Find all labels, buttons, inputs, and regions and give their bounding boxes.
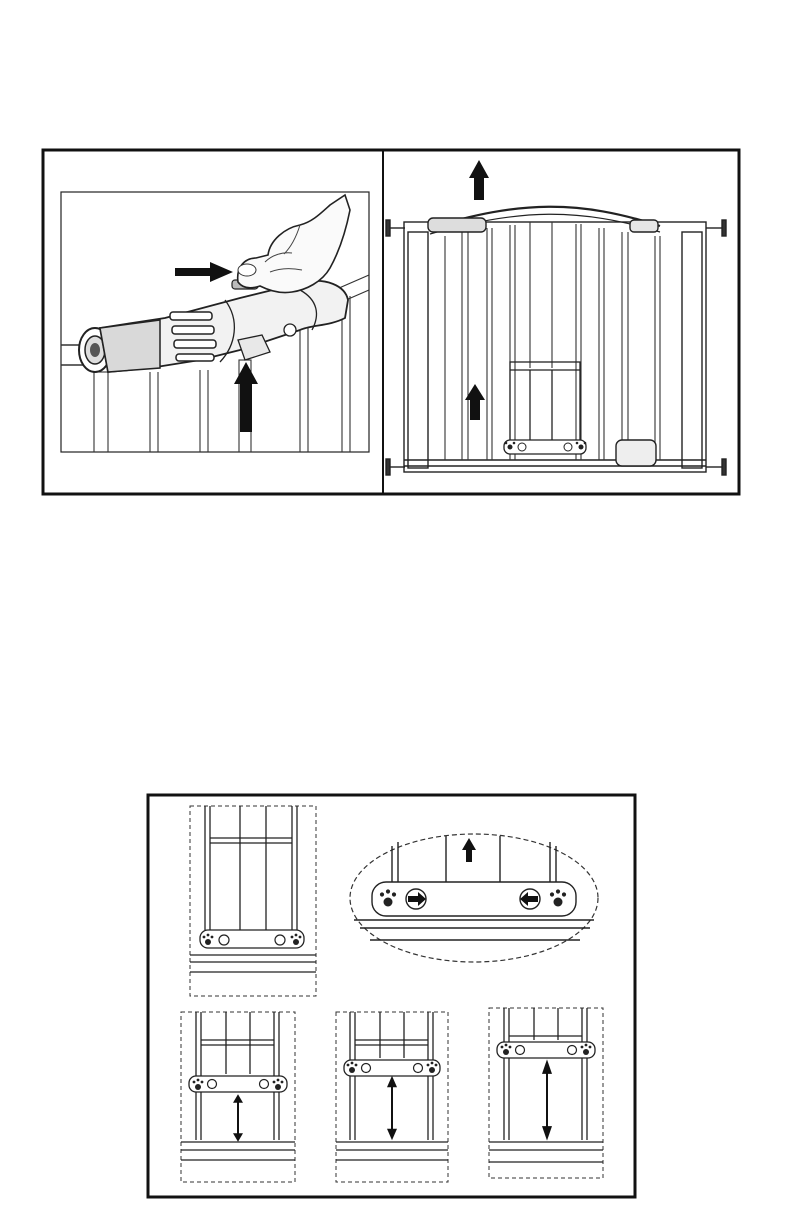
pet-door-position-3 (489, 1008, 603, 1178)
latch-housing-right (630, 220, 658, 232)
pet-door-inset-closed (190, 806, 316, 996)
double-arrow-icon (542, 1059, 552, 1140)
pet-door-detail (0, 780, 793, 1220)
release-panel (61, 192, 369, 452)
top-figure (0, 0, 793, 520)
pet-door (504, 362, 586, 454)
arrow-right-icon (175, 262, 233, 282)
gate-frame (404, 222, 706, 472)
double-arrow-icon (387, 1076, 397, 1140)
pet-door-position-2 (336, 1012, 448, 1182)
arrow-up-icon (234, 362, 258, 432)
hand-illustration (238, 195, 350, 293)
latch-housing-left (428, 218, 486, 232)
pet-door-magnified (350, 834, 598, 962)
arrow-up-icon (469, 160, 489, 200)
pet-door-position-1 (181, 1012, 295, 1182)
double-arrow-icon (233, 1094, 243, 1142)
gate-overview (386, 160, 726, 475)
